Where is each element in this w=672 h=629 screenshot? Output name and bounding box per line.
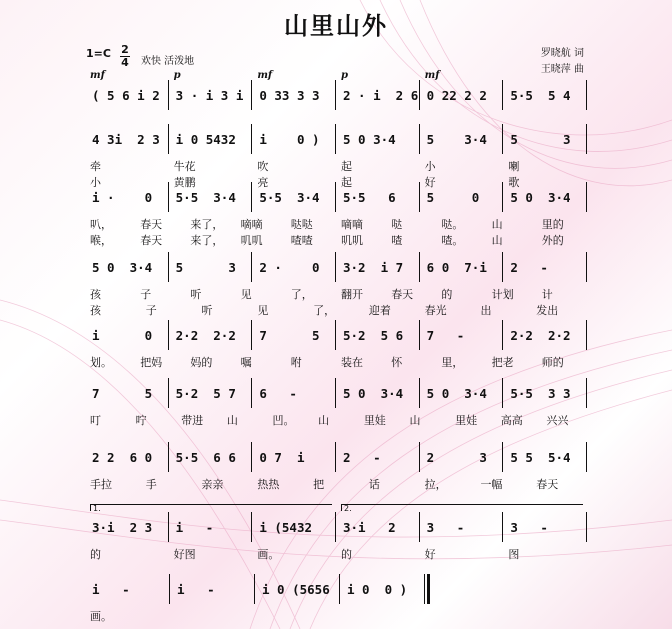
measure: 3 - <box>510 519 548 535</box>
lyricist-credit: 罗晓航 词 <box>540 48 584 59</box>
measure: i 0 (5656 <box>262 581 330 597</box>
volta-label-1: 1. <box>93 504 101 513</box>
measure: 2 · i 2 6 <box>343 87 419 103</box>
lyric-syllable: 喳。 <box>441 234 464 247</box>
lyric-syllable: 牵 <box>90 160 101 173</box>
lyric-syllable: 嘱 <box>240 356 252 369</box>
measure: 0 33 3 3 <box>259 87 320 103</box>
measure: 7 5 <box>92 385 153 401</box>
time-signature <box>120 44 130 69</box>
lyric-syllable: 山 <box>226 414 238 427</box>
page-title: 山里山外 <box>284 12 388 40</box>
barline <box>168 320 169 350</box>
lyrics-row <box>86 232 588 246</box>
lyric-syllable: 喳 <box>391 234 403 247</box>
barline <box>419 80 420 110</box>
lyric-syllable: 吹 <box>257 160 269 173</box>
barline <box>251 182 252 212</box>
lyrics-row <box>86 608 588 622</box>
lyric-syllable: 小 <box>90 176 101 189</box>
barline <box>502 182 503 212</box>
barline <box>251 80 252 110</box>
barline <box>251 124 252 154</box>
lyric-syllable: 子 <box>140 288 152 301</box>
measure: 5 0 3·4 <box>343 385 404 401</box>
barline <box>586 512 587 542</box>
measure: i 0 5432 <box>175 131 236 147</box>
volta-bracket-2 <box>341 504 583 511</box>
dynamic-mark: mf <box>424 70 440 81</box>
lyric-syllable: 叭， <box>90 218 112 231</box>
measure: i - <box>177 581 215 597</box>
barline <box>586 80 587 110</box>
barline <box>586 378 587 408</box>
measure: 0 7 i <box>259 449 305 465</box>
measure: i 0 <box>92 327 153 343</box>
lyric-syllable: 计 <box>541 288 553 301</box>
score-line <box>86 376 588 410</box>
score-line <box>86 572 588 606</box>
lyric-syllable: 哒。 <box>441 218 464 231</box>
lyric-syllable: 里娃 <box>455 414 478 427</box>
barline <box>419 442 420 472</box>
lyric-syllable: 牛花 <box>173 160 196 173</box>
lyric-syllable: 来了， <box>190 218 224 231</box>
barline <box>502 252 503 282</box>
barline <box>502 320 503 350</box>
measure: i - <box>175 519 214 535</box>
score-line <box>86 318 588 352</box>
barline <box>586 442 587 472</box>
measure: i 0 0 ) <box>347 581 408 597</box>
measure: 5 0 3·4 <box>426 385 487 401</box>
measure: ( 5 6 i 2 <box>92 87 160 103</box>
measure: 2·2 2·2 <box>175 327 236 343</box>
lyric-syllable: 喳喳 <box>290 234 313 247</box>
lyric-syllable: 高高 <box>500 414 523 427</box>
measure: 0 22 2 2 <box>426 87 487 103</box>
barline <box>586 320 587 350</box>
lyric-syllable: 好 <box>424 548 436 561</box>
lyric-syllable: 里的 <box>541 218 564 231</box>
lyric-syllable: 话 <box>368 478 380 491</box>
lyrics-row <box>86 546 588 560</box>
lyric-syllable: 的 <box>90 548 101 561</box>
lyric-syllable: 妈的 <box>190 356 213 369</box>
measure: 5·5 6 6 <box>175 449 236 465</box>
barline <box>335 320 336 350</box>
barline <box>502 442 503 472</box>
measure: i · 0 <box>92 189 153 205</box>
lyric-syllable: 把妈 <box>140 356 163 369</box>
measure: 3 - <box>426 519 465 535</box>
barline <box>168 378 169 408</box>
barline <box>502 378 503 408</box>
dynamic-mark: p <box>341 70 348 81</box>
measure: 2 2 6 0 <box>92 449 153 465</box>
measure: 5·5 3·4 <box>259 189 320 205</box>
measure: 3·2 i 7 <box>343 259 404 275</box>
lyric-syllable: 见 <box>257 304 269 317</box>
lyric-syllable: 亲亲 <box>201 478 224 491</box>
barline <box>419 252 420 282</box>
barline <box>168 442 169 472</box>
lyric-syllable: 画。 <box>90 610 112 623</box>
lyric-syllable: 子 <box>145 304 157 317</box>
lyric-syllable: 图 <box>508 548 520 561</box>
lyric-syllable: 翻开 <box>341 288 363 301</box>
lyric-syllable: 里， <box>441 356 464 369</box>
score-line <box>86 180 588 214</box>
lyric-syllable: 的 <box>441 288 453 301</box>
lyric-syllable: 好 <box>424 176 436 189</box>
lyric-syllable: 喉， <box>90 234 112 247</box>
barline <box>168 252 169 282</box>
lyric-syllable: 嘀嘀 <box>240 218 263 231</box>
time-bottom: 4 <box>121 56 129 69</box>
barline <box>586 252 587 282</box>
measure: 5 5 5·4 <box>510 449 571 465</box>
measure: 5·5 5 4 <box>510 87 571 103</box>
key-signature: 1=C <box>86 47 111 60</box>
lyric-syllable: 听 <box>190 288 202 301</box>
lyric-syllable: 咐 <box>290 356 302 369</box>
score-line <box>86 70 588 112</box>
measure: i - <box>92 581 130 597</box>
measure: 5 3·4 <box>426 131 487 147</box>
lyric-syllable: 山 <box>409 414 421 427</box>
measure: i (5432 <box>259 519 313 535</box>
lyrics-row <box>86 354 588 368</box>
measure: 5 3 <box>175 259 236 275</box>
barline <box>168 512 169 542</box>
volta-label-2: 2. <box>344 504 352 513</box>
barline <box>339 574 340 604</box>
lyric-syllable: 手拉 <box>90 478 112 491</box>
barline <box>424 574 425 604</box>
measure: 3 · i 3 i <box>175 87 244 103</box>
barline <box>335 252 336 282</box>
barline <box>335 182 336 212</box>
lyric-syllable: 把 <box>313 478 325 491</box>
lyrics-row <box>86 476 588 490</box>
lyric-syllable: 听 <box>201 304 213 317</box>
lyric-syllable: 叽叽 <box>341 234 363 247</box>
measure: 5·2 5 6 <box>343 327 404 343</box>
barline <box>586 124 587 154</box>
barline <box>502 124 503 154</box>
score-line <box>86 504 588 544</box>
measure: 5·5 3·4 <box>175 189 236 205</box>
barline <box>419 320 420 350</box>
lyric-syllable: 凹。 <box>272 414 295 427</box>
lyric-syllable: 带进 <box>181 414 204 427</box>
measure: 3·i 2 <box>343 519 396 535</box>
barline <box>251 378 252 408</box>
barline <box>335 378 336 408</box>
measure: 5 0 3·4 <box>92 259 153 275</box>
lyric-syllable: 春天 <box>140 234 163 247</box>
lyric-syllable: 见 <box>240 288 252 301</box>
measure: 3·i 2 3 <box>92 519 153 535</box>
measure: 5 0 3·4 <box>510 189 571 205</box>
barline <box>168 182 169 212</box>
measure: 2·2 2·2 <box>510 327 571 343</box>
dynamic-mark: mf <box>257 70 273 81</box>
barline <box>251 320 252 350</box>
lyric-syllable: 起 <box>341 176 352 189</box>
lyric-syllable: 好图 <box>173 548 196 561</box>
measure: 6 - <box>259 385 297 401</box>
lyric-syllable: 手 <box>145 478 157 491</box>
lyric-syllable: 划。 <box>90 356 112 369</box>
score-line <box>86 122 588 156</box>
barline <box>254 574 255 604</box>
measure: 2 - <box>510 259 548 275</box>
measure: 2 3 <box>426 449 487 465</box>
measure: 5 0 3·4 <box>343 131 396 147</box>
lyric-syllable: 喇 <box>508 160 520 173</box>
barline <box>419 512 420 542</box>
measure: 5·5 6 <box>343 189 396 205</box>
lyric-syllable: 山 <box>491 218 503 231</box>
lyric-syllable: 的 <box>341 548 352 561</box>
lyric-syllable: 嘀嘀 <box>341 218 363 231</box>
lyric-syllable: 孩 <box>90 304 101 317</box>
lyrics-row <box>86 158 588 172</box>
lyric-syllable: 装在 <box>341 356 363 369</box>
barline <box>251 252 252 282</box>
barline <box>168 124 169 154</box>
measure: 2 - <box>343 449 381 465</box>
barline <box>335 442 336 472</box>
lyric-syllable: 画。 <box>257 548 280 561</box>
dynamic-mark: p <box>173 70 181 81</box>
lyric-syllable: 春天 <box>140 218 163 231</box>
score-line <box>86 440 588 474</box>
measure: 5 3 <box>510 131 571 147</box>
tempo-marking: 欢快 活泼地 <box>141 56 195 67</box>
lyric-syllable: 咛 <box>135 414 147 427</box>
lyric-syllable: 师的 <box>541 356 564 369</box>
score-line <box>86 250 588 284</box>
lyric-syllable: 起 <box>341 160 352 173</box>
measure: 6 0 7·i <box>426 259 487 275</box>
lyric-syllable: 哒哒 <box>290 218 313 231</box>
lyric-syllable: 春光 <box>424 304 447 317</box>
barline <box>251 512 252 542</box>
lyric-syllable: 了， <box>313 304 336 317</box>
barline <box>586 182 587 212</box>
lyric-syllable: 叮 <box>90 414 101 427</box>
lyric-syllable: 外的 <box>541 234 564 247</box>
lyric-syllable: 一幅 <box>480 478 503 491</box>
barline <box>419 378 420 408</box>
lyric-syllable: 孩 <box>90 288 101 301</box>
lyric-syllable: 黄鹏 <box>173 176 196 189</box>
lyric-syllable: 计划 <box>491 288 514 301</box>
lyric-syllable: 兴兴 <box>546 414 569 427</box>
measure: 7 5 <box>259 327 320 343</box>
barline <box>419 124 420 154</box>
lyric-syllable: 哒 <box>391 218 403 231</box>
measure: 2 · 0 <box>259 259 320 275</box>
barline <box>169 574 170 604</box>
time-top: 2 <box>121 43 129 56</box>
lyric-syllable: 把老 <box>491 356 514 369</box>
lyric-syllable: 拉， <box>424 478 447 491</box>
barline <box>335 80 336 110</box>
measure: 7 - <box>426 327 465 343</box>
barline <box>168 80 169 110</box>
lyric-syllable: 怀 <box>391 356 403 369</box>
lyric-syllable: 出 <box>480 304 492 317</box>
lyric-syllable: 热热 <box>257 478 280 491</box>
lyric-syllable: 春天 <box>391 288 414 301</box>
lyric-syllable: 歌 <box>508 176 520 189</box>
dynamic-mark: mf <box>90 70 105 81</box>
measure: 5 0 <box>426 189 480 205</box>
lyric-syllable: 迎着 <box>368 304 391 317</box>
lyric-syllable: 春天 <box>536 478 559 491</box>
lyrics-row <box>86 216 588 230</box>
composer-credit: 王晓萍 曲 <box>540 64 584 75</box>
barline <box>335 124 336 154</box>
barline <box>502 80 503 110</box>
barline <box>419 182 420 212</box>
lyric-syllable: 亮 <box>257 176 269 189</box>
barline <box>335 512 336 542</box>
lyric-syllable: 里娃 <box>363 414 386 427</box>
lyrics-row <box>86 286 588 300</box>
lyrics-row <box>86 302 588 316</box>
barline <box>502 512 503 542</box>
lyric-syllable: 来了， <box>190 234 224 247</box>
measure: 5·5 3 3 <box>510 385 571 401</box>
lyric-syllable: 了， <box>290 288 313 301</box>
lyric-syllable: 山 <box>318 414 330 427</box>
lyrics-row <box>86 412 588 426</box>
barline <box>251 442 252 472</box>
lyric-syllable: 小 <box>424 160 436 173</box>
lyric-syllable: 山 <box>491 234 503 247</box>
measure: 4 3i 2 3 <box>92 131 160 147</box>
lyric-syllable: 叽叽 <box>240 234 263 247</box>
measure: i 0 ) <box>259 131 320 147</box>
lyric-syllable: 发出 <box>536 304 559 317</box>
volta-bracket-1 <box>90 504 332 511</box>
measure: 5·2 5 7 <box>175 385 236 401</box>
